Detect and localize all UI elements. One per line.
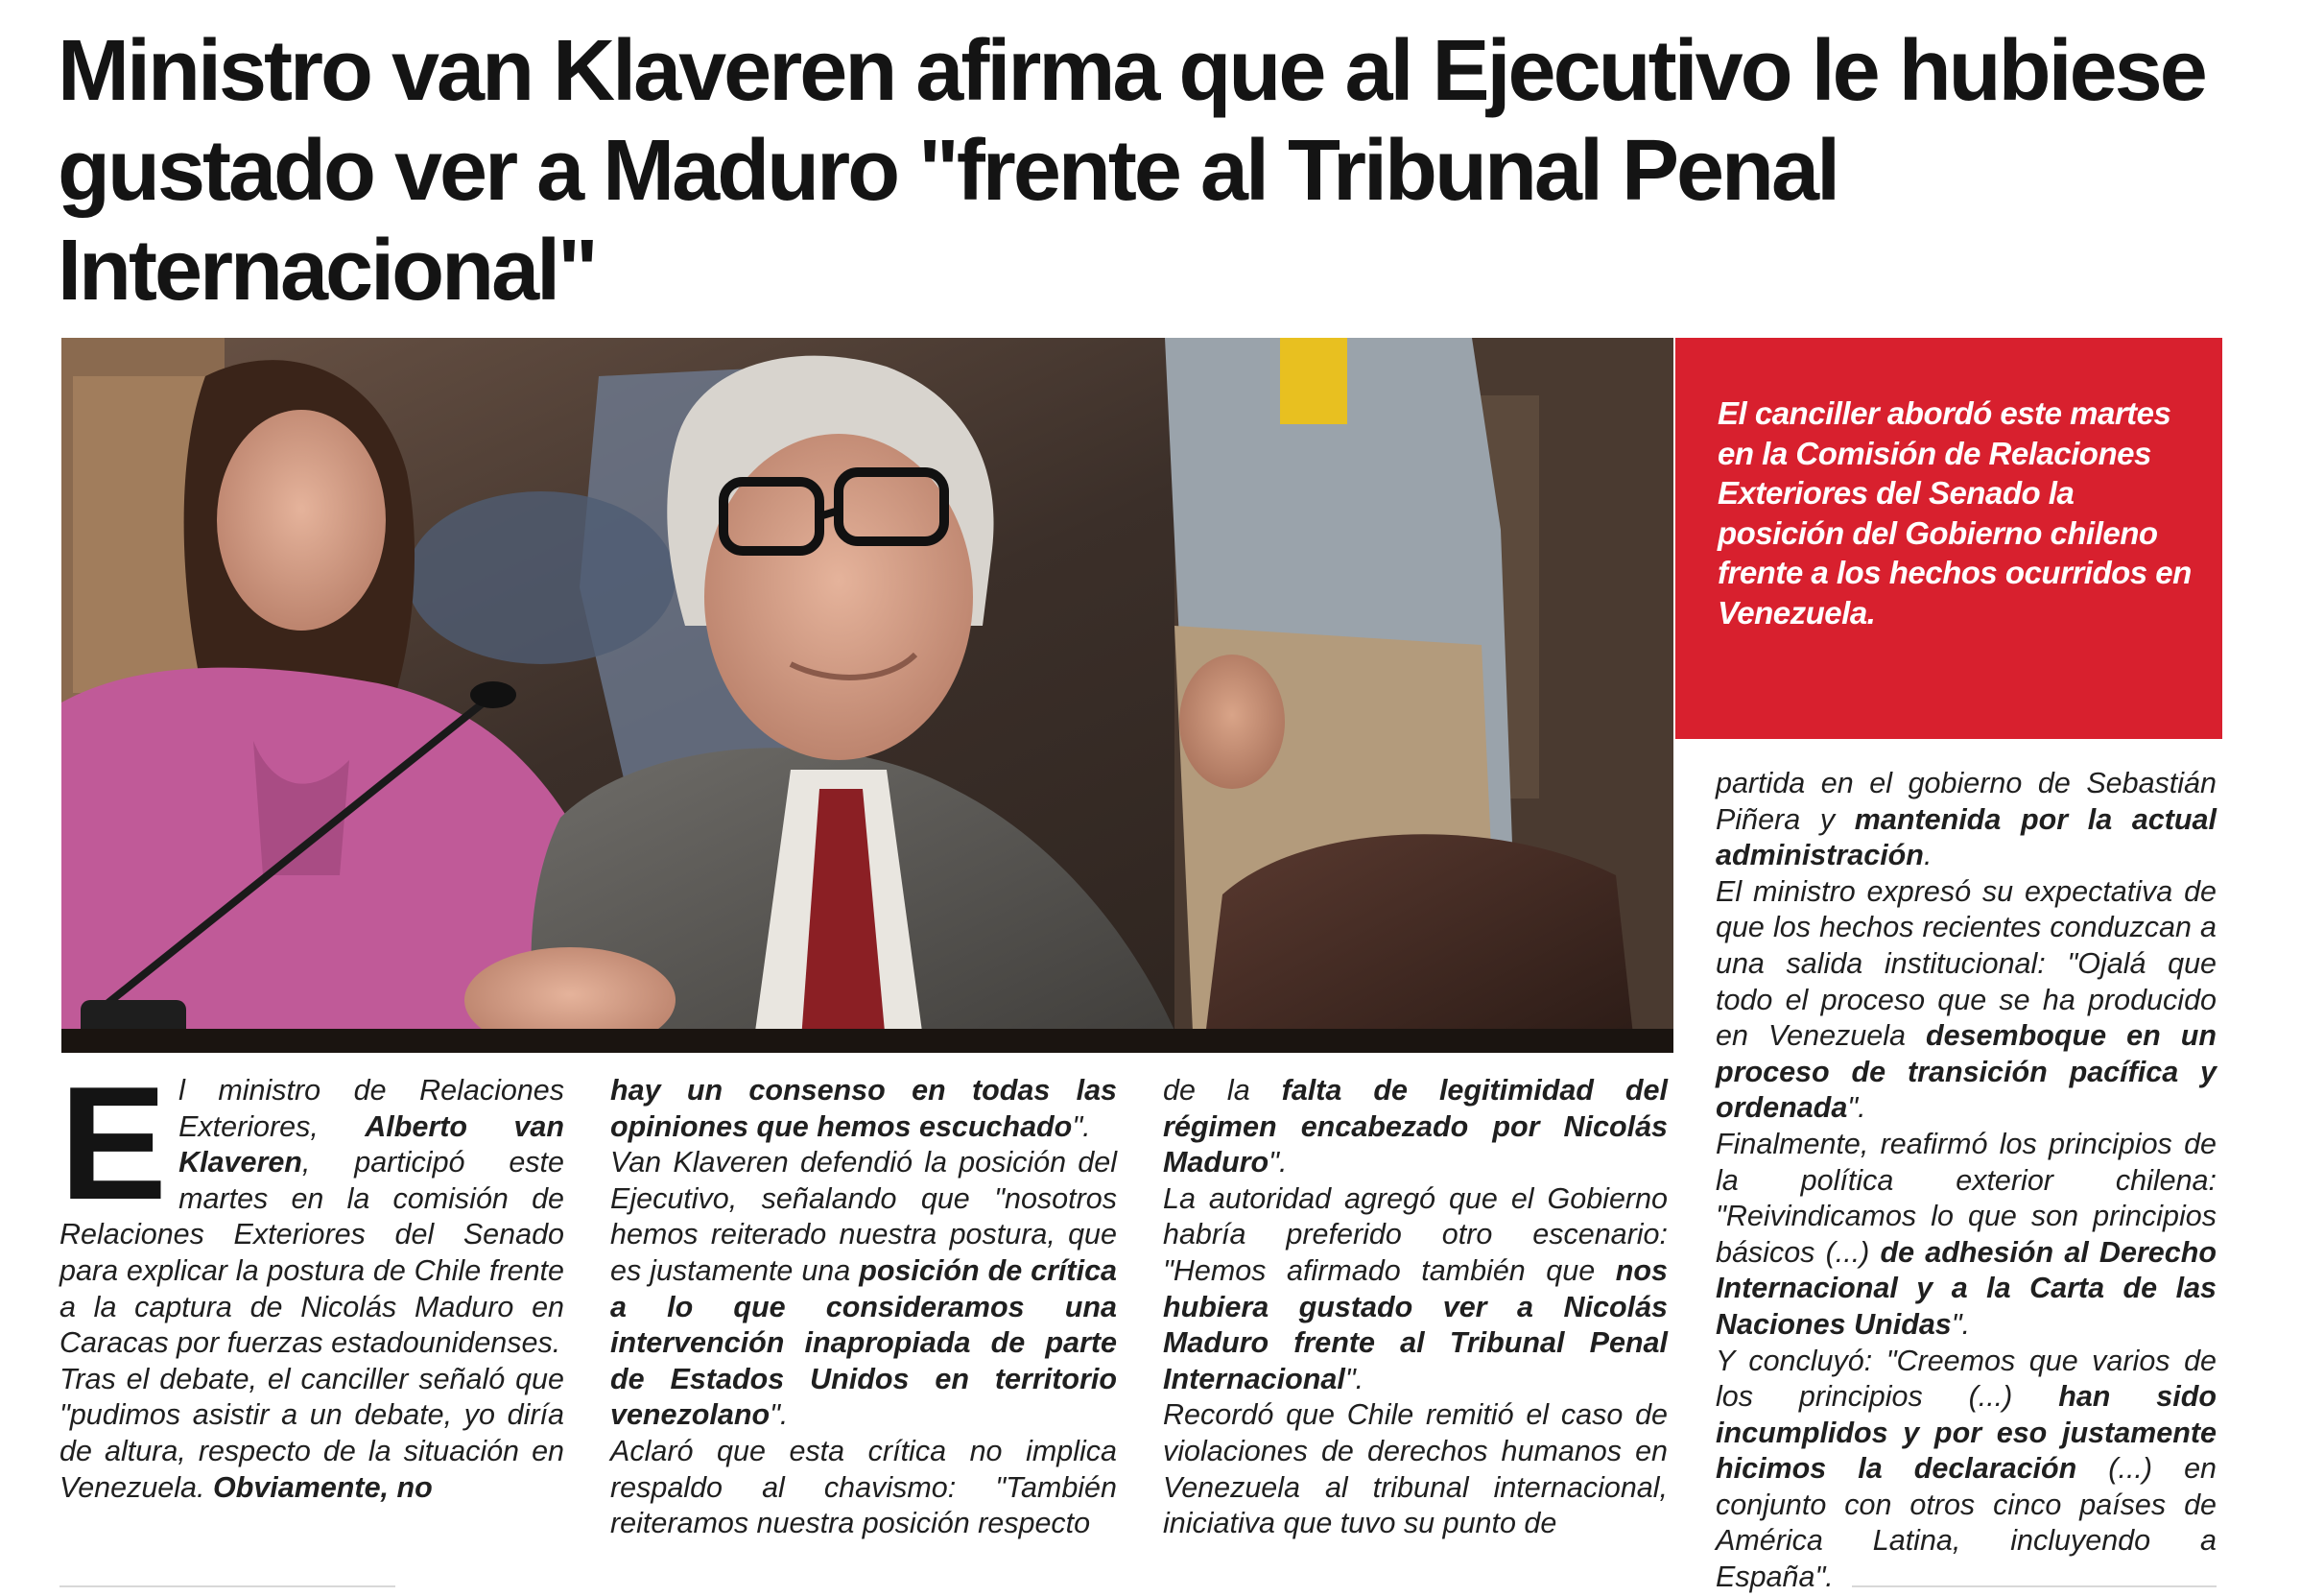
text-run: ". xyxy=(1072,1109,1091,1143)
bold-run: nos hubiera gustado ver a Nicolás Maduro frente al Tribunal Penal Internacional xyxy=(1163,1253,1668,1395)
article-column-3 xyxy=(1163,1073,1668,1542)
paragraph xyxy=(610,1073,1117,1145)
bold-run: Alberto van Klaveren xyxy=(178,1109,564,1179)
paragraph xyxy=(59,1362,564,1506)
page-divider xyxy=(1852,1585,2217,1587)
text-run: Y concluyó: "Creemos que varios de los principios (...) xyxy=(1716,1344,2217,1414)
page-divider xyxy=(59,1585,395,1587)
text-run: ". xyxy=(1269,1146,1288,1179)
text-run: ". xyxy=(1344,1362,1364,1395)
paragraph xyxy=(610,1434,1117,1542)
text-run: ". xyxy=(1847,1091,1866,1125)
headline: Ministro van Klaveren afirma que al Ejecutivo le hubiese gustado ver a Maduro "frente al Tribunal Penal Internacional" xyxy=(58,23,2205,319)
text-run: Finalmente, reafirmó los principios de la política exterior chilena: "Reivindicamos lo que son principios básicos (...) xyxy=(1716,1127,2217,1269)
text-run: , participó este martes en la comisión de Relaciones Exteriores del Senado para explicar la postura de Chile frente a la captura de Nicolás Maduro en Caracas por fuerzas estadounidenses. xyxy=(59,1146,564,1360)
text-run: . xyxy=(1923,839,1933,872)
bold-run: han sido incumplidos y por eso justamente hicimos la declaración xyxy=(1716,1380,2217,1486)
article-column-4 xyxy=(1716,766,2217,1596)
article-column-1 xyxy=(59,1053,564,1506)
text-run: Aclaró que esta crítica no implica respaldo al chavismo: "También reiteramos nuestra posición respecto xyxy=(610,1434,1117,1540)
paragraph xyxy=(1716,1344,2217,1596)
paragraph xyxy=(1716,874,2217,1127)
text-run: (...) en conjunto con otros cinco países de América Latina, incluyendo a España". xyxy=(1716,1452,2217,1594)
drop-cap: E xyxy=(59,1053,164,1233)
article-photo xyxy=(61,338,1673,1053)
bold-run: hay un consenso en todas las opiniones que hemos escuchado xyxy=(610,1074,1117,1143)
callout-text: El canciller abordó este martes en la Comisión de Relaciones Exteriores del Senado la posición del Gobierno chileno frente a los hechos ocurridos en Venezuela. xyxy=(1718,395,2192,631)
paragraph xyxy=(1163,1181,1668,1398)
paragraph xyxy=(1163,1073,1668,1181)
text-run: Van Klaveren defendió la posición del Ejecutivo, señalando que "nosotros hemos reiterado nuestra postura, que es justamente una xyxy=(610,1146,1117,1287)
text-run: de la xyxy=(1163,1074,1282,1107)
paragraph xyxy=(610,1145,1117,1434)
paragraph xyxy=(1716,1127,2217,1344)
text-run: ". xyxy=(770,1398,789,1432)
article-column-2 xyxy=(610,1073,1117,1542)
text-run: La autoridad agregó que el Gobierno habría preferido otro escenario: "Hemos afirmado también que xyxy=(1163,1181,1668,1287)
bold-run: falta de legitimidad del régimen encabezado por Nicolás Maduro xyxy=(1163,1074,1668,1179)
text-run: partida en el gobierno de Sebastián Piñera y xyxy=(1716,767,2217,836)
text-run: ". xyxy=(1951,1307,1971,1341)
paragraph xyxy=(1716,766,2217,874)
bold-run: desemboque en un proceso de transición pacífica y ordenada xyxy=(1716,1019,2217,1125)
bold-run: posición de crítica a lo que consideramos una intervención inapropiada de parte de Estados Unidos en territorio venezolano xyxy=(610,1253,1117,1432)
text-run: Tras el debate, el canciller señaló que "pudimos asistir a un debate, yo diría de altura, respecto de la situación en Venezuela. xyxy=(59,1362,564,1504)
text-run: l ministro de Relaciones Exteriores, xyxy=(178,1074,564,1143)
bold-run: Obviamente, no xyxy=(212,1470,433,1504)
bold-run: de adhesión al Derecho Internacional y a la Carta de las Naciones Unidas xyxy=(1716,1235,2217,1341)
text-run: Recordó que Chile remitió el caso de violaciones de derechos humanos en Venezuela al tribunal internacional, iniciativa que tuvo su punto de xyxy=(1163,1398,1668,1540)
text-run: El ministro expresó su expectativa de que los hechos recientes conduzcan a una salida institucional: "Ojalá que todo el proceso que se ha producido en Venezuela xyxy=(1716,874,2217,1053)
photo-caption-callout xyxy=(1675,338,2222,739)
bold-run: mantenida por la actual administración xyxy=(1716,802,2217,872)
paragraph xyxy=(1163,1397,1668,1541)
